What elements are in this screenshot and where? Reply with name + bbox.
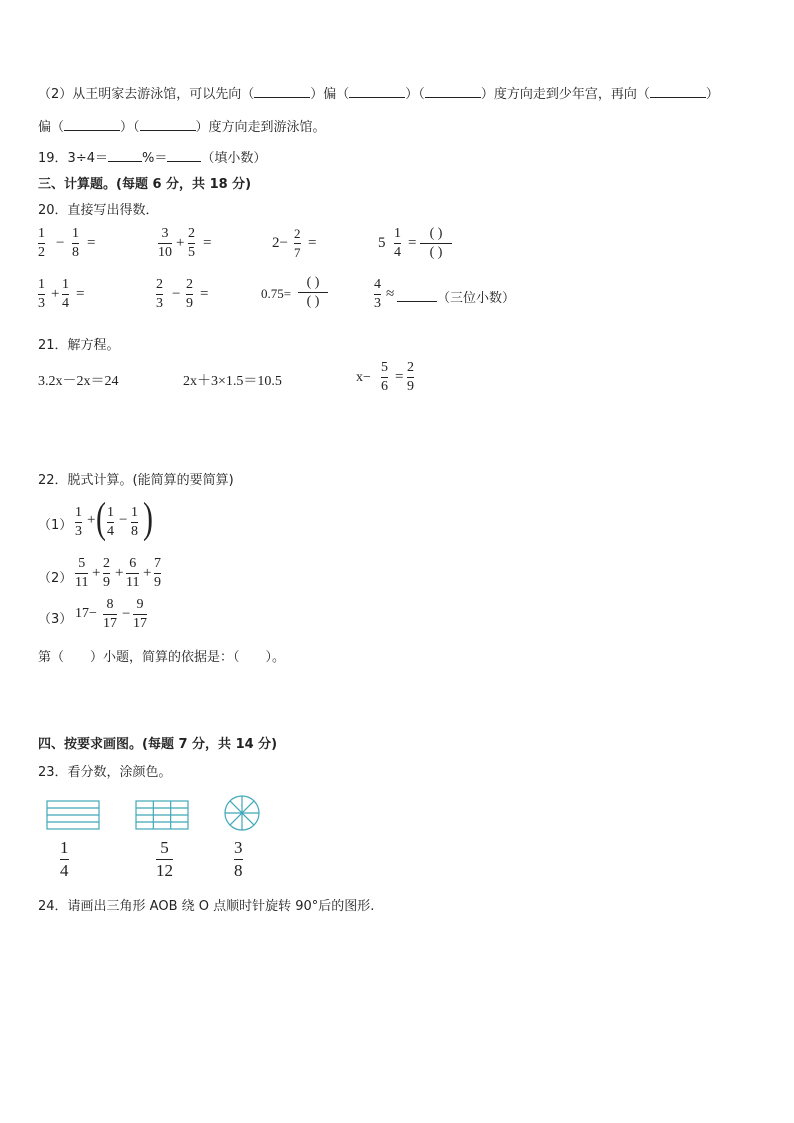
operator: − xyxy=(56,235,65,251)
fraction: 2 9 xyxy=(407,360,414,394)
lead-term: 0.75= xyxy=(261,286,292,301)
q18-line1 xyxy=(38,83,719,102)
answer-blank[interactable] xyxy=(108,149,142,162)
fraction: 4 3 xyxy=(374,277,381,311)
rectangle-4-parts[interactable] xyxy=(46,800,100,832)
fraction: 2 5 xyxy=(188,226,195,260)
answer-blank[interactable] xyxy=(64,118,120,131)
operator: + xyxy=(92,565,101,581)
equals: = xyxy=(395,369,404,385)
q18-line2 xyxy=(38,116,326,135)
q18-text-h: ）度方向走到游泳馆。 xyxy=(195,120,326,135)
equation-1: 3.2x－2x＝24 xyxy=(38,374,119,389)
q19-text-b: %＝ xyxy=(141,151,168,166)
part-label: （1） xyxy=(38,518,73,533)
equals: = xyxy=(408,235,417,251)
answer-blank[interactable] xyxy=(254,85,310,98)
answer-blank[interactable] xyxy=(349,85,405,98)
equation-3-lead: x− xyxy=(356,370,371,385)
fraction: 1 4 xyxy=(107,505,114,539)
equals: = xyxy=(76,286,85,302)
q18-text-b: ）偏（ xyxy=(310,87,350,102)
operator: − xyxy=(119,512,128,528)
fraction: 6 11 xyxy=(126,556,140,590)
rectangle-12-parts[interactable] xyxy=(135,800,189,832)
answer-blank[interactable] xyxy=(167,149,201,162)
q18-text-e: ） xyxy=(705,87,719,102)
q22-note: 第（ ）小题，简算的依据是：（ ）。 xyxy=(38,650,286,665)
q18-text-g: ）（ xyxy=(120,120,140,135)
fraction: 1 4 xyxy=(394,226,401,260)
q19-line xyxy=(38,147,266,166)
q21-title: 21．解方程。 xyxy=(38,338,120,353)
operator: + xyxy=(51,286,60,302)
fraction: 1 3 xyxy=(38,277,45,311)
section-4-heading: 四、按要求画图。(每题 7 分，共 14 分) xyxy=(38,737,278,752)
fraction: 2 9 xyxy=(186,277,193,311)
equals: = xyxy=(200,286,209,302)
operator: + xyxy=(143,565,152,581)
part-label: （2） xyxy=(38,571,73,586)
whole-number: 5 xyxy=(378,235,386,251)
fraction: 8 17 xyxy=(103,597,117,631)
fraction: 1 8 xyxy=(131,505,138,539)
fraction: 2 3 xyxy=(156,277,163,311)
fraction: 2 9 xyxy=(103,556,110,590)
q19-text-c: （填小数） xyxy=(201,151,267,166)
q20-title: 20．直接写出得数． xyxy=(38,203,159,218)
answer-blank[interactable] xyxy=(650,85,706,98)
right-paren: ) xyxy=(143,494,153,542)
q24-title: 24．请画出三角形 AOB 绕 O 点顺时针旋转 90°后的图形. xyxy=(38,899,375,914)
answer-fraction[interactable]: ( ) ( ) xyxy=(298,275,328,310)
part-label: （3） xyxy=(38,612,73,627)
approx: ≈ xyxy=(386,286,395,302)
fraction: 1 3 xyxy=(75,505,82,539)
fraction: 1 4 xyxy=(60,838,69,880)
operator: − xyxy=(172,286,181,302)
equals: = xyxy=(87,235,96,251)
fraction: 3 10 xyxy=(158,226,172,260)
fraction: 3 8 xyxy=(234,838,243,880)
equals: = xyxy=(308,235,317,251)
q18-text-d: ）度方向走到少年宫，再向（ xyxy=(480,87,650,102)
answer-blank[interactable] xyxy=(425,85,481,98)
fraction: 9 17 xyxy=(133,597,147,631)
fraction: 1 2 xyxy=(38,226,45,260)
circle-8-parts[interactable] xyxy=(223,794,261,832)
section-3-heading: 三、计算题。(每题 6 分，共 18 分) xyxy=(38,177,252,192)
answer-blank[interactable] xyxy=(140,118,196,131)
fraction: 5 6 xyxy=(381,360,388,394)
q22-title: 22．脱式计算。(能简算的要简算) xyxy=(38,473,234,488)
q18-text-f: 偏（ xyxy=(38,120,65,135)
q19-text-a: 19．3÷4＝ xyxy=(38,151,108,166)
operator: − xyxy=(122,606,131,622)
fraction: 5 12 xyxy=(156,838,173,880)
fraction: 1 8 xyxy=(72,226,79,260)
equation-2: 2x＋3×1.5＝10.5 xyxy=(183,374,282,389)
left-paren: ( xyxy=(96,494,106,542)
answer-fraction[interactable]: ( ) ( ) xyxy=(420,226,452,261)
fraction: 1 4 xyxy=(62,277,69,311)
note: （三位小数） xyxy=(437,291,516,306)
fraction: 7 9 xyxy=(154,556,161,590)
operator: + xyxy=(115,565,124,581)
lead-term: 2− xyxy=(272,235,288,251)
operator: + xyxy=(87,512,96,528)
q18-text-a: （2）从王明家去游泳馆，可以先向（ xyxy=(38,87,255,102)
equals: = xyxy=(203,235,212,251)
operator: + xyxy=(176,235,185,251)
fraction: 2 7 xyxy=(294,226,301,260)
q23-title: 23．看分数，涂颜色。 xyxy=(38,765,172,780)
lead-term: 17− xyxy=(75,606,97,621)
fraction: 5 11 xyxy=(75,556,89,590)
answer-blank[interactable] xyxy=(397,289,437,302)
q18-text-c: ）（ xyxy=(405,87,425,102)
